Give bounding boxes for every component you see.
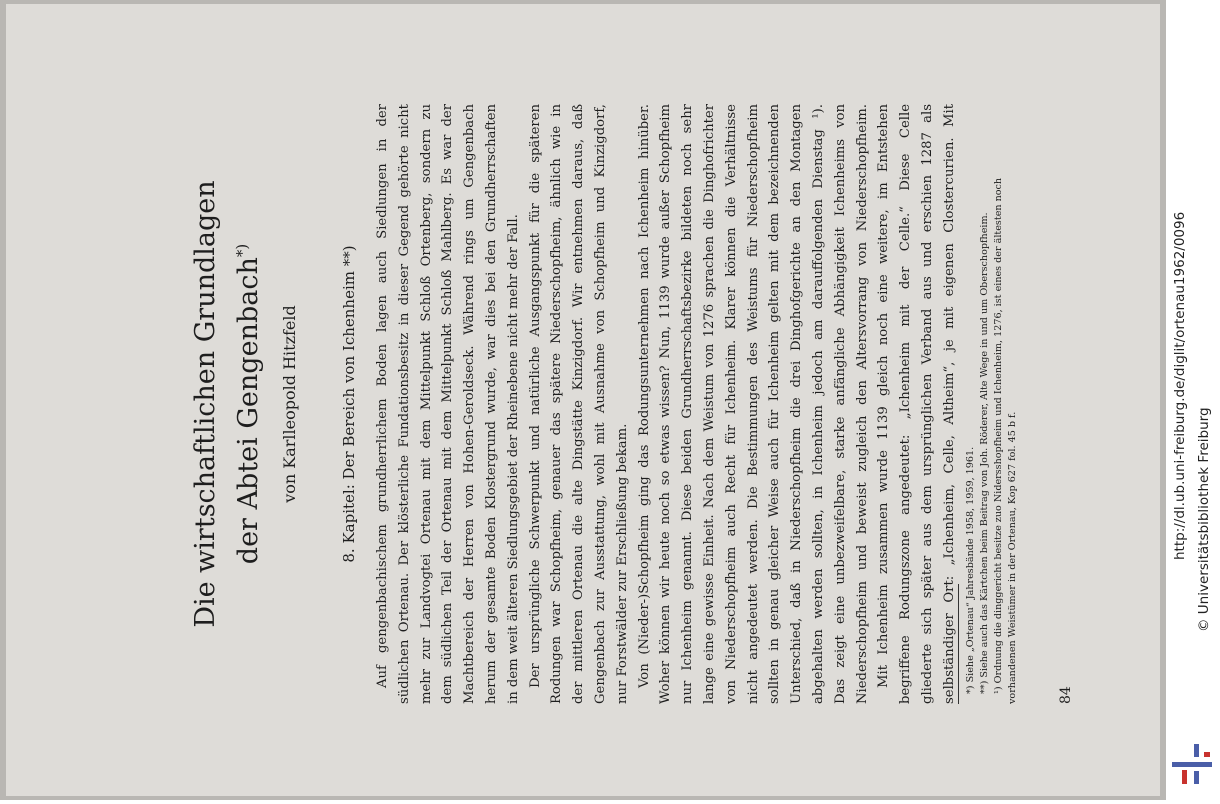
footnote: **) Siehe auch das Kärtchen beim Beitrag von Joh. Röderer, Alte Wege in und um Oberschopfheim. xyxy=(979,212,990,694)
title-line-2-text: der Abtei Gengenbach xyxy=(233,257,264,565)
body-line: nicht angedeutet werden. Die Bestimmungen des Weistums für Niederschopfheim xyxy=(745,104,761,704)
footnote: *) Siehe „Ortenau“ Jahresbände 1958, 1959, 1961. xyxy=(965,446,976,694)
body-line: herum der gesamte Boden Klostergrund wurde, war dies bei den Grundherrschaften xyxy=(483,104,499,704)
logo-red-bar xyxy=(1182,770,1187,784)
body-line: Auf gengenbachischem grundherrlichem Boden lagen auch Siedlungen in der xyxy=(375,104,390,688)
body-line: Machtbereich der Herren von Hohen-Geroldseck. Während rings um Gengenbach xyxy=(462,104,478,704)
title-line-1: Die wirtschaftlichen Grundlagen xyxy=(190,180,221,628)
logo-blue-bar-top xyxy=(1194,744,1199,757)
body-line: nur Ichenheim genannt. Diese beiden Grundherrschaftsbezirke bildeten noch sehr xyxy=(680,104,696,704)
logo-blue-bar-bottom xyxy=(1194,771,1199,784)
logo-blue-horizontal xyxy=(1172,762,1212,767)
body-text xyxy=(372,104,961,704)
footnote: vorhandenen Weistümer in der Ortenau, Kop 627 fol. 45 b f. xyxy=(1007,411,1018,704)
article-title xyxy=(187,4,267,804)
copyright-notice: © Universitätsbibliothek Freiburg xyxy=(1196,407,1212,632)
chapter-heading: 8. Kapitel: Der Bereich von Ichenheim **) xyxy=(340,245,358,563)
body-line: Von (Nieder-)Schopfheim ging das Rodungsunternehmen nach Ichenheim hinüber. xyxy=(636,104,652,688)
body-line: von Niederschopfheim auch Recht für Ichenheim. Klarer können die Verhältnisse xyxy=(723,104,739,704)
body-line: nur Forstwälder zur Erschließung bekam. xyxy=(614,423,630,704)
body-line: der mittleren Ortenau die alte Dingstätte Kinzigdorf. Wir entnehmen daraus, daß xyxy=(571,104,587,704)
body-line: lange eine gewisse Einheit. Nach dem Weistum von 1276 sprachen die Dinghofrichter xyxy=(701,104,717,704)
body-line: begriffene Rodungszone angedeutet: „Ichenheim mit der Celle.“ Diese Celle xyxy=(898,104,914,704)
footnotes xyxy=(964,104,1020,704)
rotated-page xyxy=(12,4,1166,804)
page-number: 84 xyxy=(1058,686,1074,704)
body-line: selbständiger Ort: „Ichenheim, Celle, Altheim“, je mit eigenen Clostercurien. Mit xyxy=(941,104,957,704)
body-line: abgehalten werden sollten, in Ichenheim jedoch am darauffolgenden Dienstag ¹). xyxy=(810,104,826,704)
logo-red-small xyxy=(1204,752,1210,757)
body-line: dem südlichen Teil der Ortenau mit dem Mittelpunkt Schloß Mahlberg. Es war der xyxy=(440,104,456,704)
body-line: mehr zur Landvogtei Ortenau mit dem Mittelpunkt Schloß Ortenberg, sondern zu xyxy=(418,104,434,704)
footnote: ¹) Ordnung die dinggericht besitze zuo Nidersshopfheim und Ichenheim, 1276, ist eines der ältesten noch xyxy=(993,177,1004,694)
body-line: Niederschopfheim und beweist zugleich den Altersvorrang von Niederschopfheim. xyxy=(854,104,870,704)
body-line: in dem weit älteren Siedlungsgebiet der Rheinebene nicht mehr der Fall. xyxy=(505,214,521,704)
body-line: Mit Ichenheim zusammen wurde 1139 gleich noch eine weitere, im Entstehen xyxy=(876,104,892,688)
ub-freiburg-logo-icon xyxy=(1172,744,1212,784)
paper-sheet xyxy=(6,4,1160,796)
body-line: Rodungen war Schopfheim, genauer das spätere Niederschopfheim, ähnlich wie in xyxy=(549,104,565,704)
body-line: sollten in genau gleicher Weise auch für Ichenheim gelten mit dem bezeichnenden xyxy=(767,104,783,704)
body-line: Der ursprüngliche Schwerpunkt und natürliche Ausgangspunkt für die späteren xyxy=(527,104,543,688)
body-line: Unterschied, daß in Niederschopfheim die drei Dinghofgerichte an den Montagen xyxy=(789,104,805,704)
source-url-link[interactable]: http://dl.ub.uni-freiburg.de/diglit/ortenau1962/0096 xyxy=(1172,211,1188,560)
body-line: gliederte sich später aus dem ursprünglichen Verband aus und erschien 1287 als xyxy=(919,104,935,704)
body-line: Das zeigt eine unbezweifelbare, starke anfängliche Abhängigkeit Ichenheims von xyxy=(832,104,848,704)
footnote-divider xyxy=(958,584,959,704)
body-line: Woher können wir heute noch so etwas wissen? Nun, 1139 wurde außer Schopfheim xyxy=(658,104,674,704)
title-line-2 xyxy=(224,4,267,804)
body-line: Gengenbach zur Ausstattung, wohl mit Ausnahme von Schopfheim und Kinzigdorf, xyxy=(592,104,608,704)
author-line: von Karlleopold Hitzfeld xyxy=(280,305,299,503)
body-line: südlichen Ortenau. Der klösterliche Fundationsbesitz in dieser Gegend gehörte nicht xyxy=(396,104,412,704)
title-footnote-marker: *) xyxy=(233,243,251,258)
